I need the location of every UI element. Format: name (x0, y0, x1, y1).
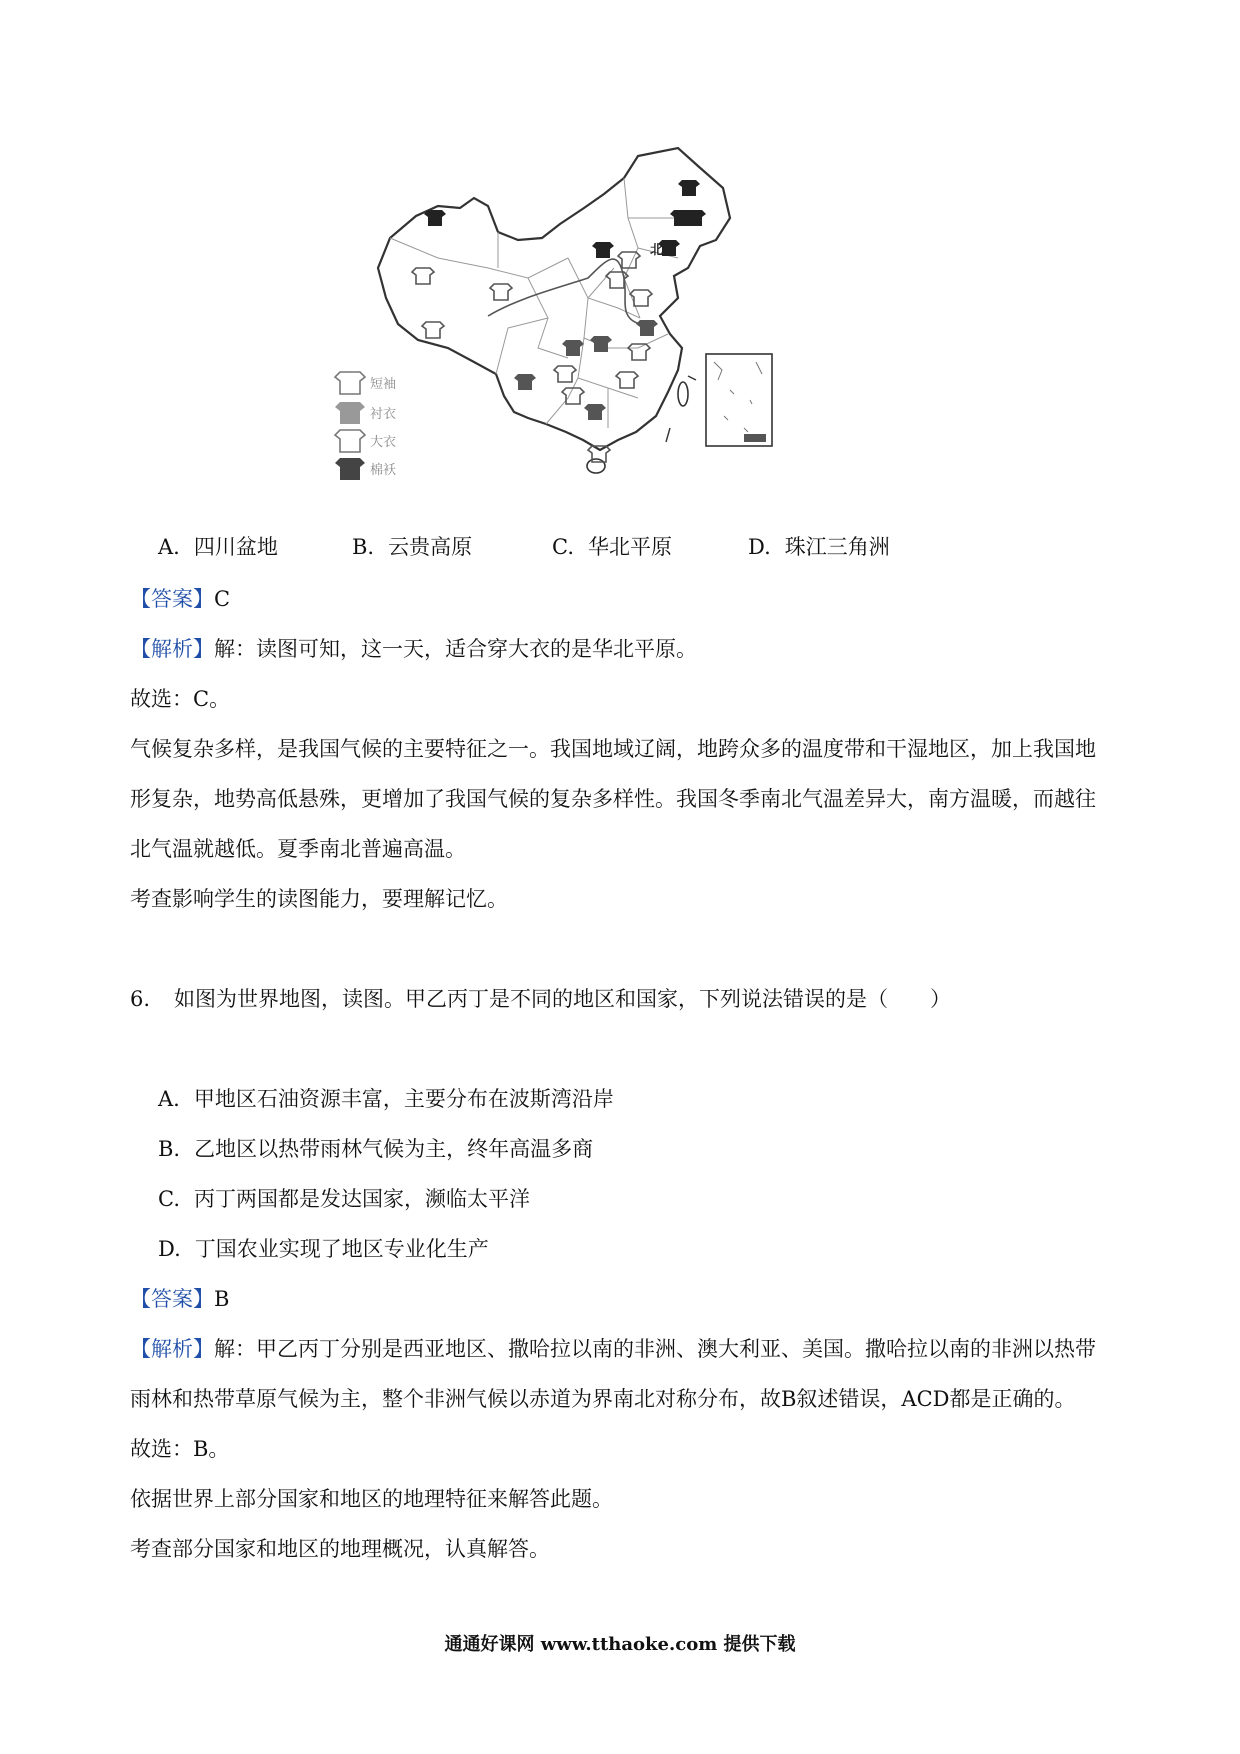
q5-summary: 考查影响学生的读图能力，要理解记忆。 (130, 887, 508, 911)
q6-summary: 考查部分国家和地区的地理概况，认真解答。 (130, 1537, 550, 1561)
hainan-island (587, 459, 605, 473)
legend (335, 372, 396, 480)
beijing-label: 北京 (650, 243, 677, 258)
china-outline (378, 148, 730, 450)
answer-tag: 【答案】 (130, 1287, 214, 1311)
q5-analysis: 【解析】解：读图可知，这一天，适合穿大衣的是华北平原。 (130, 637, 697, 661)
q6-option-b[interactable]: B. 乙地区以热带雨林气候为主，终年高温多商 (158, 1137, 594, 1161)
china-map-svg (370, 148, 876, 520)
answer-value: B (214, 1287, 230, 1311)
question-number: 6. (130, 987, 151, 1011)
q5-option-d[interactable]: D. 珠江三角洲 (748, 535, 890, 559)
q5-note-line-1: 气候复杂多样，是我国气候的主要特征之一。我国地域辽阔，地跨众多的温度带和干湿地区，加上我国地 (130, 737, 1096, 761)
analysis-tag: 【解析】 (130, 1337, 214, 1361)
q6-option-a[interactable]: A. 甲地区石油资源丰富，主要分布在波斯湾沿岸 (158, 1087, 614, 1111)
svg-text:短袖: 短袖 (370, 377, 397, 392)
river-line (488, 259, 640, 324)
legend-short-sleeve (335, 372, 396, 394)
svg-text:棉袄: 棉袄 (370, 463, 397, 478)
q6-basis: 依据世界上部分国家和地区的地理特征来解答此题。 (130, 1487, 613, 1511)
q5-option-c[interactable]: C. 华北平原 (552, 535, 672, 559)
svg-text:大衣: 大衣 (370, 435, 397, 450)
q5-note-line-3: 北气温就越低。夏季南北普遍高温。 (130, 837, 466, 861)
shirt-icon (514, 320, 658, 420)
south-china-sea-inset (706, 354, 772, 446)
q5-option-a[interactable]: A. 四川盆地 (158, 535, 278, 559)
answer-value: C (214, 587, 231, 611)
answer-tag: 【答案】 (130, 587, 214, 611)
q5-option-b[interactable]: B. 云贵高原 (352, 535, 473, 559)
q6-analysis-line-2: 雨林和热带草原气候为主，整个非洲气候以赤道为界南北对称分布，故B叙述错误，ACD都是正确的。 (130, 1387, 1076, 1411)
q5-note-line-2: 形复杂，地势高低悬殊，更增加了我国气候的复杂多样性。我国冬季南北气温差异大，南方温暖，而越往 (130, 787, 1096, 811)
china-clothing-map (370, 148, 876, 520)
legend-shirt (335, 402, 396, 424)
q6-choice: 故选：B。 (130, 1437, 230, 1461)
legend-coat (335, 430, 396, 452)
q6-analysis-line-1: 【解析】解：甲乙丙丁分别是西亚地区、撒哈拉以南的非洲、澳大利亚、美国。撒哈拉以南的非洲以热带 (130, 1337, 1096, 1361)
analysis-tag: 【解析】 (130, 637, 214, 661)
svg-text:衬衣: 衬衣 (370, 407, 397, 422)
q5-answer (130, 584, 230, 614)
page-footer: 通通好课网 www.tthaoke.com 提供下载 (444, 1634, 796, 1655)
q5-choice: 故选：C。 (130, 687, 231, 711)
q6-option-c[interactable]: C. 丙丁两国都是发达国家，濒临太平洋 (158, 1187, 530, 1211)
q6-answer (130, 1284, 229, 1314)
legend-cotton-padded-jacket (335, 458, 396, 480)
q6-stem: 6. 如图为世界地图，读图。甲乙丙丁是不同的地区和国家，下列说法错误的是（ ） (130, 984, 951, 1014)
taiwan-island (678, 382, 688, 406)
q6-option-d[interactable]: D. 丁国农业实现了地区专业化生产 (158, 1237, 489, 1261)
